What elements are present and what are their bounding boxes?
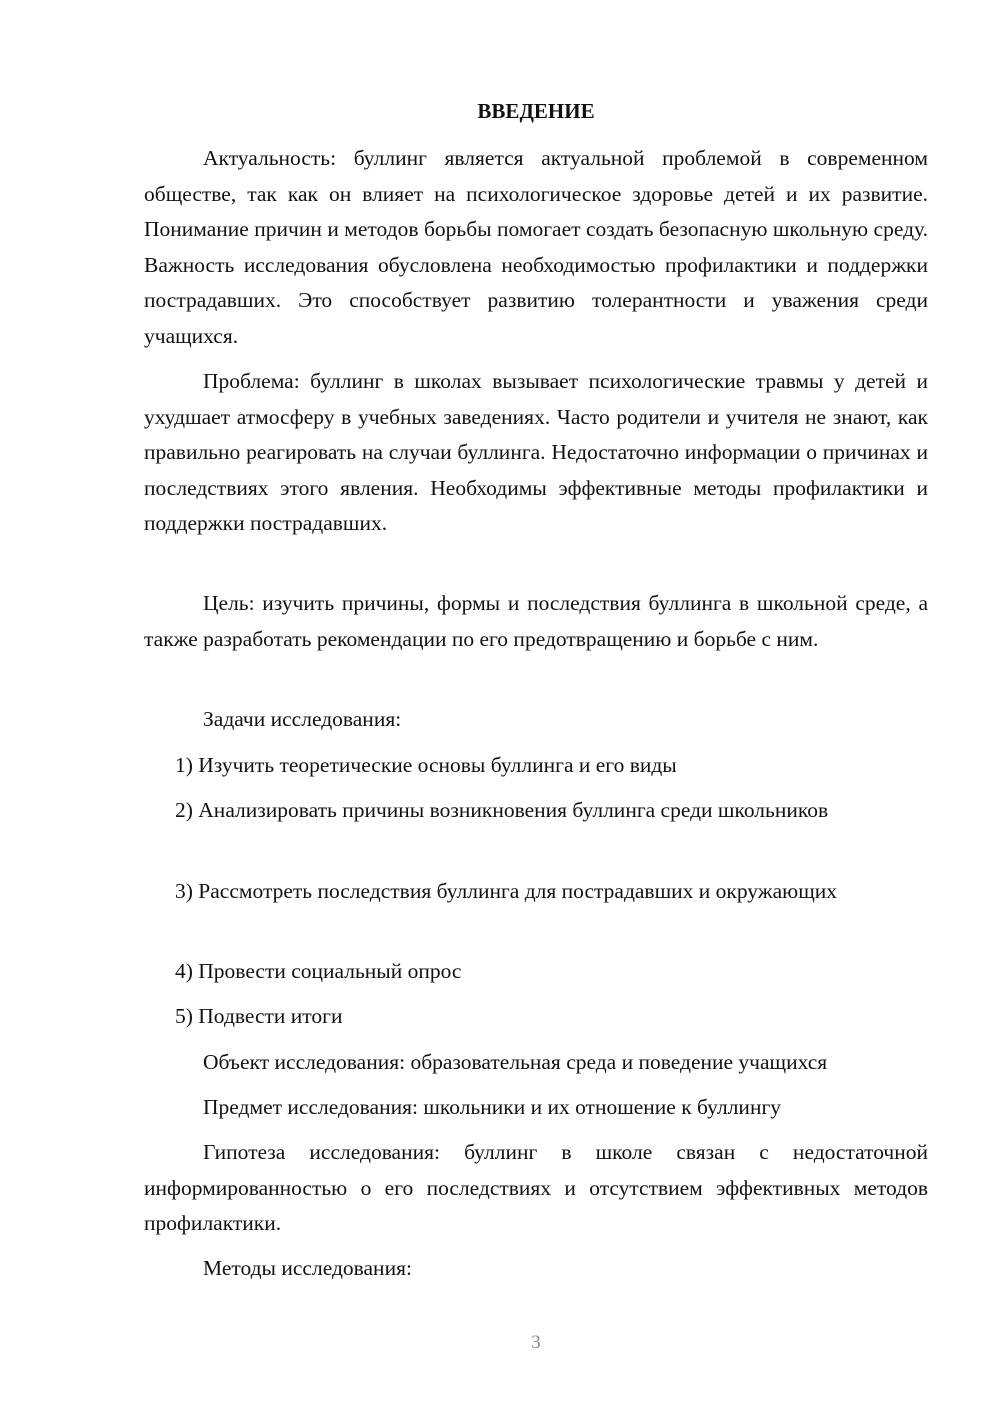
hypothesis-paragraph: Гипотеза исследования: буллинг в школе связан с недостаточной информированностью о его последствиях и отсутствием эффективных методов профилактики. bbox=[144, 1140, 928, 1235]
section-heading: ВВЕДЕНИЕ bbox=[477, 99, 595, 123]
task-item-5: 5) Подвести итоги bbox=[175, 1004, 343, 1028]
task-item-3: 3) Рассмотреть последствия буллинга для пострадавших и окружающих bbox=[175, 879, 838, 903]
task-item-2: 2) Анализировать причины возникновения буллинга среди школьников bbox=[175, 798, 829, 822]
methods-heading: Методы исследования: bbox=[203, 1256, 412, 1280]
page-number: 3 bbox=[531, 1332, 541, 1353]
subject-paragraph: Предмет исследования: школьники и их отношение к буллингу bbox=[203, 1095, 782, 1119]
problem-paragraph: Проблема: буллинг в школах вызывает психологические травмы у детей и ухудшает атмосферу в учебных заведениях. Часто родители и учителя не знают, как правильно реагировать на случаи буллинга. Недостаточно информации о причинах и последствиях этого явления. Необходимы эффективные методы профилактики и поддержки пострадавших. bbox=[144, 369, 928, 535]
object-paragraph: Объект исследования: образовательная среда и поведение учащихся bbox=[203, 1050, 828, 1074]
tasks-heading: Задачи исследования: bbox=[203, 707, 402, 731]
relevance-paragraph: Актуальность: буллинг является актуальной проблемой в современном обществе, так как он влияет на психологическое здоровье детей и их развитие. Понимание причин и методов борьбы помогает создать безопасную школьную среду. Важность исследования обусловлена необходимостью профилактики и поддержки пострадавших. Это способствует развитию толерантности и уважения среди учащихся. bbox=[144, 146, 928, 348]
task-item-4: 4) Провести социальный опрос bbox=[175, 959, 462, 983]
task-item-1: 1) Изучить теоретические основы буллинга и его виды bbox=[175, 753, 677, 777]
goal-paragraph: Цель: изучить причины, формы и последствия буллинга в школьной среде, а также разработать рекомендации по его предотвращению и борьбе с ним. bbox=[144, 591, 928, 651]
